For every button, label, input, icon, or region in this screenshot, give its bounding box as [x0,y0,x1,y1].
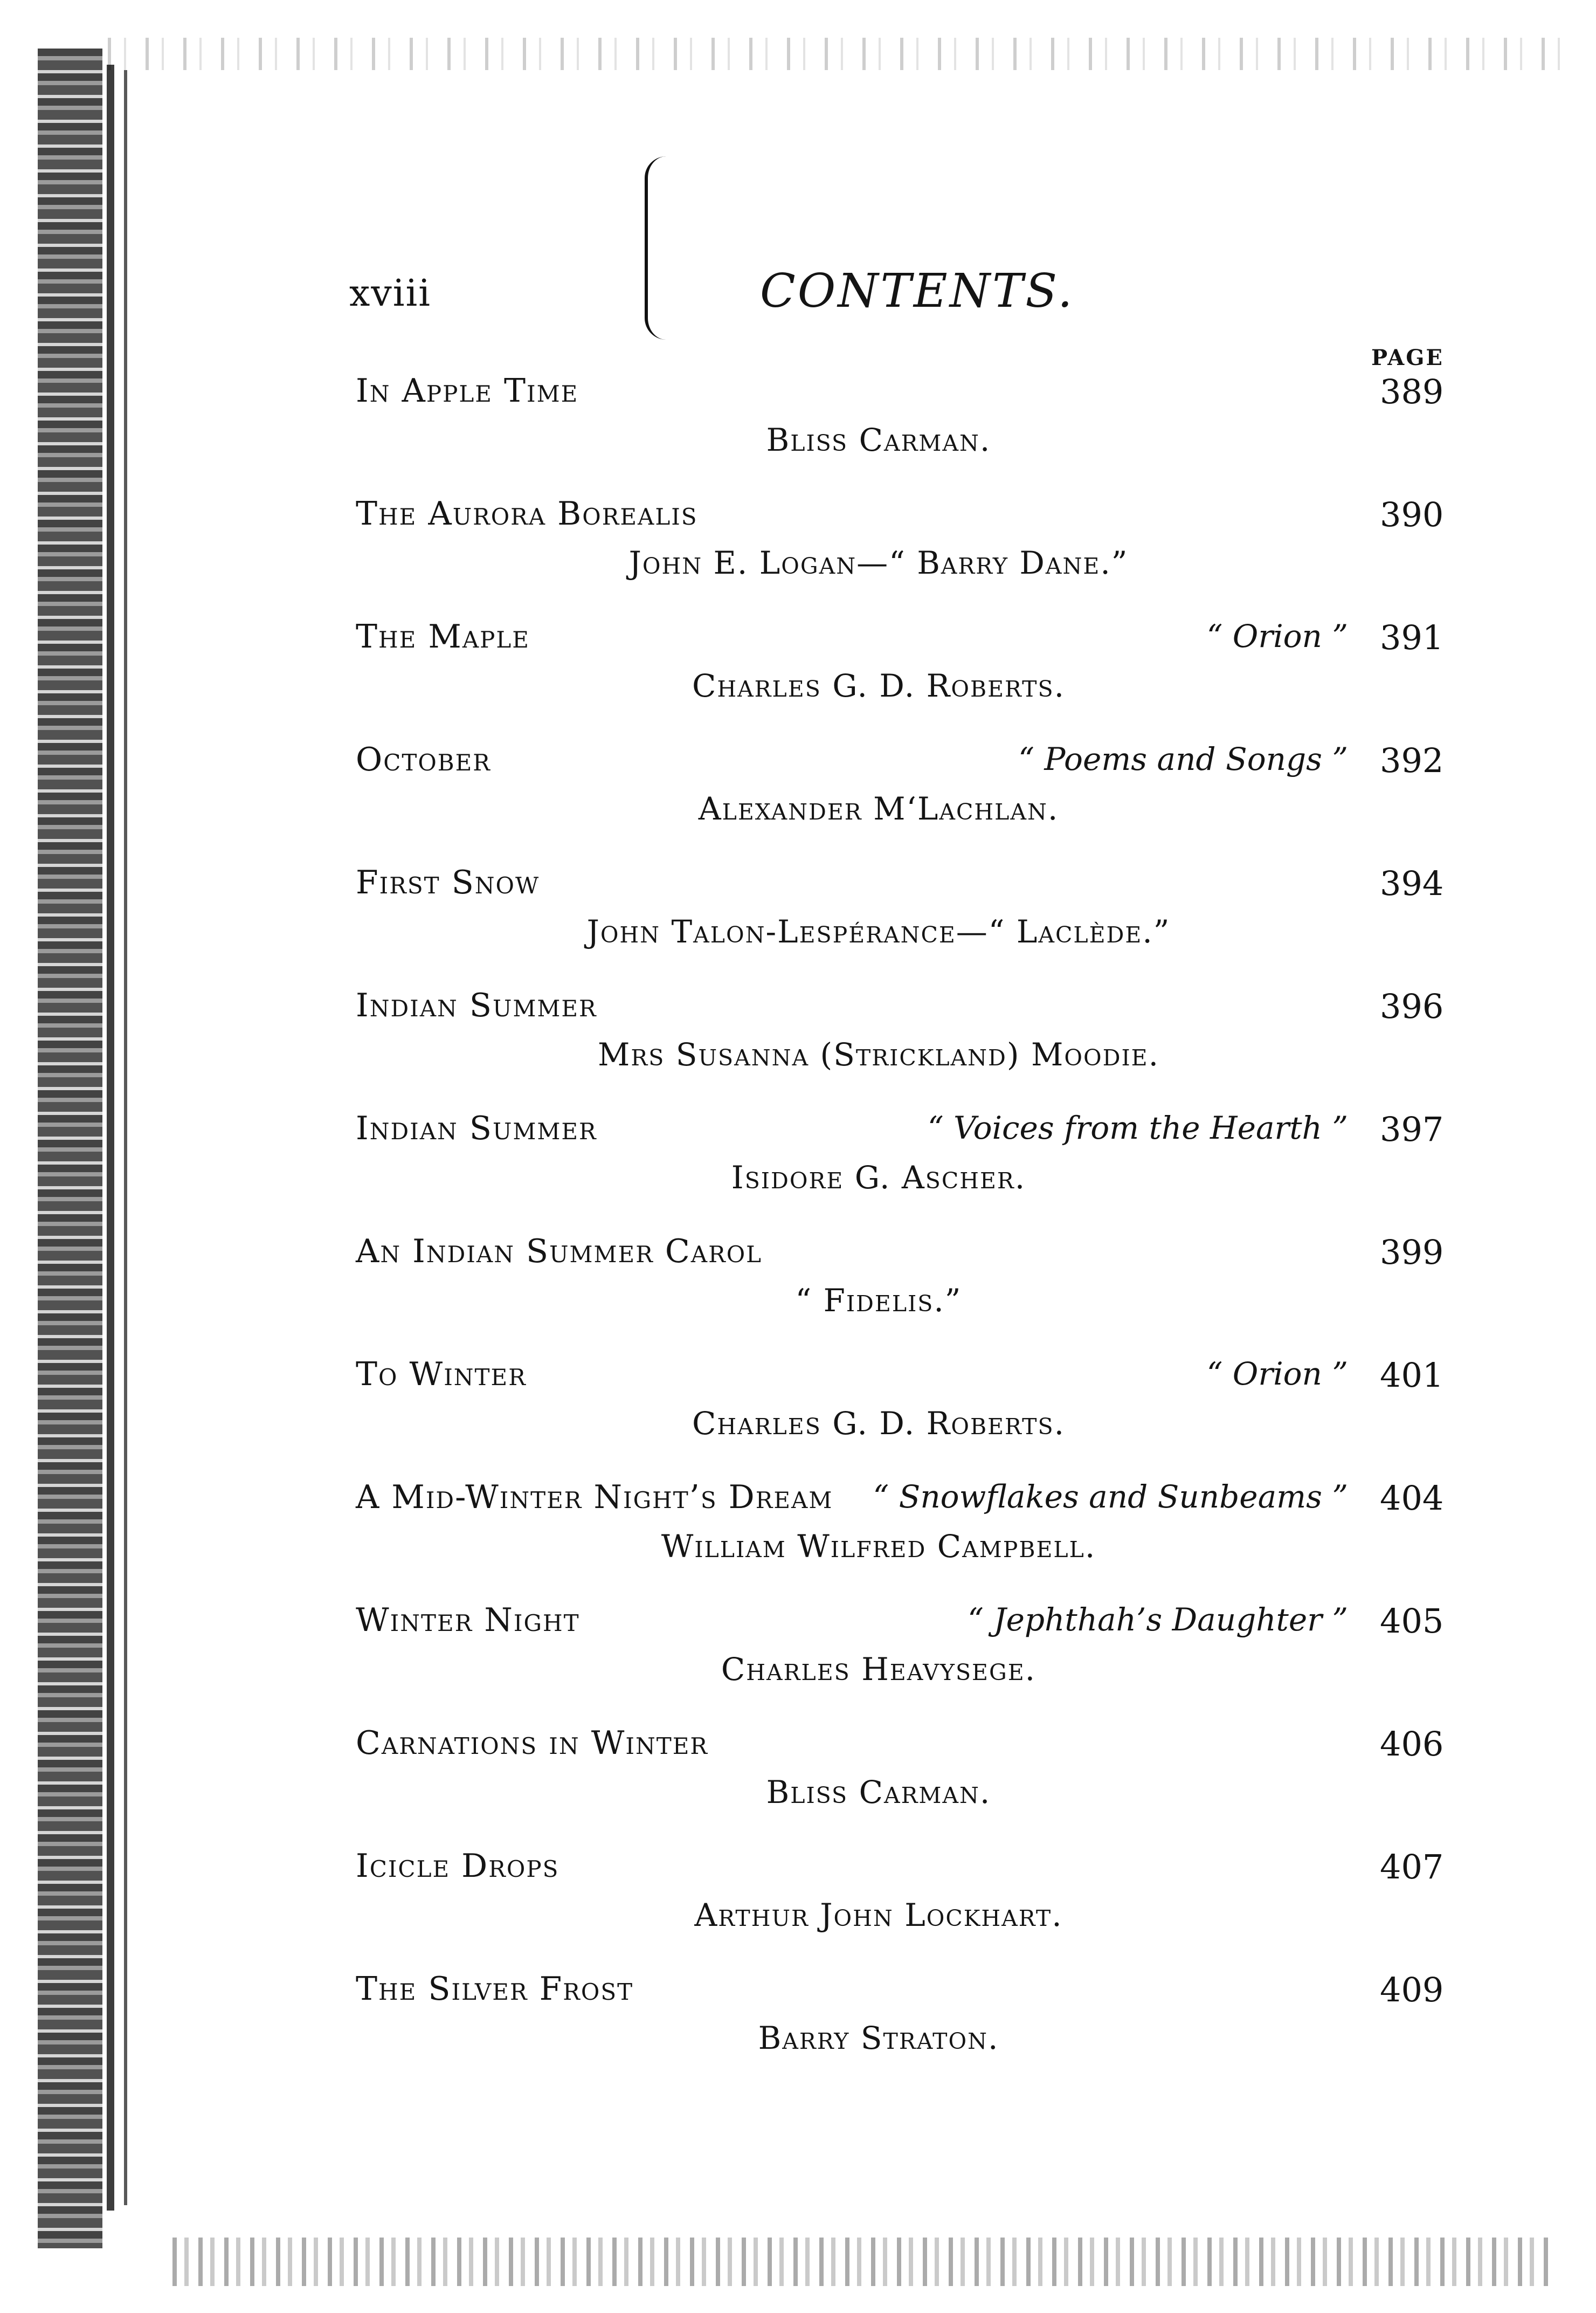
contents-entry [0,1847,1596,1955]
entry-title: An Indian Summer Carol [356,1233,763,1270]
contents-entry [0,1724,1596,1832]
entry-title: A Mid-Winter Night’s Dream [356,1478,833,1516]
entry-author: Bliss Carman. [766,1774,991,1811]
dot-leader [620,745,1002,777]
dot-leader [720,499,1337,532]
dot-leader [730,1729,1337,1761]
entry-title: Indian Summer [356,1110,597,1147]
entry-author: Isidore G. Ascher. [731,1159,1026,1196]
entry-source: “ Snowflakes and Sunbeams ” [873,1478,1348,1515]
entry-author: Bliss Carman. [766,422,991,458]
entry-author: John E. Logan—“ Barry Dane.” [628,545,1129,581]
entry-source: “ Poems and Songs ” [1018,741,1348,777]
contents-entry [0,1478,1596,1586]
entry-author: Arthur John Lockhart. [694,1897,1063,1933]
entry-title: First Snow [356,864,540,901]
entry-author: John Talon-Lespérance—“ Laclède.” [586,913,1171,950]
scan-noise-top [108,38,1563,70]
contents-entry [0,987,1596,1094]
entry-title: To Winter [356,1355,527,1393]
entry-page-number: 397 [1380,1110,1444,1149]
contents-entry [0,741,1596,849]
dot-leader [854,1483,857,1515]
contents-entry [0,1110,1596,1217]
entry-page-number: 409 [1380,1970,1444,2009]
entry-page-number: 405 [1380,1601,1444,1641]
entry-title: Icicle Drops [356,1847,559,1885]
entry-source: “ Jephthah’s Daughter ” [968,1601,1348,1638]
dot-leader [620,376,1337,409]
dot-leader [784,1237,1337,1269]
entry-page-number: 396 [1380,987,1444,1026]
entry-author: Charles G. D. Roberts. [692,1405,1066,1442]
contents-entry [0,372,1596,480]
dot-leader [620,1606,951,1638]
entry-title: Carnations in Winter [356,1724,708,1762]
contents-entry [0,1355,1596,1463]
entry-author: Alexander M‘Lachlan. [698,790,1059,827]
dot-leader [620,1114,911,1146]
entry-author: William Wilfred Campbell. [661,1528,1096,1565]
entry-title: October [356,741,491,779]
entry-page-number: 401 [1380,1355,1444,1395]
entry-page-number: 404 [1380,1478,1444,1518]
page-title: CONTENTS. [760,264,1075,318]
entry-page-number: 389 [1380,372,1444,411]
page-folio: xviii [349,272,432,315]
entry-page-number: 406 [1380,1724,1444,1764]
pencil-bracket-mark [645,156,686,340]
entry-title: Winter Night [356,1601,580,1639]
page-column-label: PAGE [1371,345,1444,370]
entry-title: In Apple Time [356,372,579,410]
dot-leader [620,1360,1191,1392]
dot-leader [620,622,1191,655]
entry-title: Indian Summer [356,987,597,1024]
entry-author: Mrs Susanna (Strickland) Moodie. [597,1036,1160,1073]
entry-title: The Silver Frost [356,1970,634,2008]
dot-leader [620,1851,1337,1884]
entry-title: The Maple [356,618,530,656]
entry-source: “ Voices from the Hearth ” [927,1110,1348,1146]
contents-entry [0,495,1596,603]
entry-author: Charles G. D. Roberts. [692,667,1066,704]
dot-leader [655,1974,1337,2007]
entry-author: “ Fidelis.” [795,1282,962,1319]
entry-page-number: 394 [1380,864,1444,903]
scan-noise-bottom [172,2238,1552,2286]
contents-entry [0,1970,1596,2078]
contents-entry [0,618,1596,726]
entry-page-number: 399 [1380,1233,1444,1272]
dot-leader [620,991,1337,1023]
entry-title: The Aurora Borealis [356,495,698,533]
contents-entry [0,864,1596,972]
entry-source: “ Orion ” [1206,618,1348,655]
entry-author: Charles Heavysege. [721,1651,1037,1688]
dot-leader [620,868,1337,900]
entry-source: “ Orion ” [1206,1355,1348,1392]
entry-page-number: 407 [1380,1847,1444,1887]
entry-page-number: 390 [1380,495,1444,534]
entry-page-number: 391 [1380,618,1444,657]
entry-author: Barry Straton. [758,2020,999,2056]
contents-entry [0,1233,1596,1340]
entry-page-number: 392 [1380,741,1444,780]
contents-entry [0,1601,1596,1709]
